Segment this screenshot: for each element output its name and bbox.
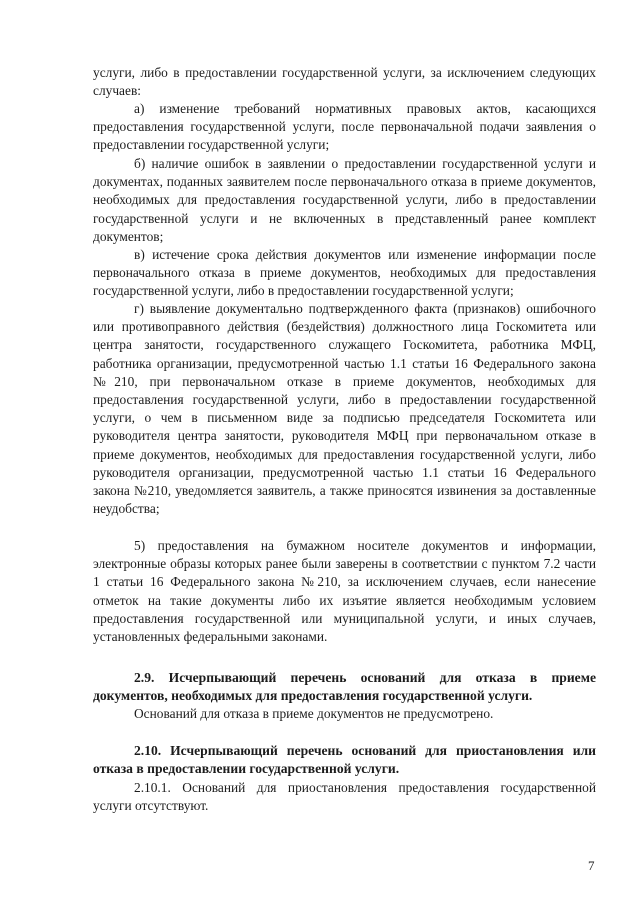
paragraph-item-b: б) наличие ошибок в заявлении о предоставлении государственной услуги и документах, поданных заявителем после первоначального отказа в приеме документов, необходимых для предоставления государственной услуги, либо в предоставлении государственной услуги и не включенных в представленный ранее комплект документов;	[93, 156, 596, 244]
section-heading-2-9: 2.9. Исчерпывающий перечень оснований для отказа в приеме документов, необходимых для предоставления государственной услуги.	[93, 670, 596, 704]
page-number: 7	[588, 858, 595, 873]
section-heading-2-10: 2.10. Исчерпывающий перечень оснований для приостановления или отказа в предоставлении государственной услуги.	[93, 743, 596, 777]
section-text-2-10-1: 2.10.1. Оснований для приостановления предоставления государственной услуги отсутствуют.	[93, 780, 596, 814]
paragraph-item-g: г) выявление документально подтвержденного факта (признаков) ошибочного или противоправного действия (бездействия) должностного лица Госкомитета или центра занятости, государственного служащего Госкомитета, работника МФЦ, работника организации, предусмотренной частью 1.1 статьи 16 Федерального закона №210, при первоначальном отказе в приеме документов, необходимых для предоставления государственной услуги, либо в предоставлении государственной услуги, о чем в письменном виде за подписью председателя Госкомитета или руководителя центра занятости, руководителя МФЦ при первоначальном отказе в приеме документов, необходимых для предоставления государственной услуги, либо руководителя организации, предусмотренной частью 1.1 статьи 16 Федерального закона №210, уведомляется заявитель, а также приносятся извинения за доставленные неудобства;	[93, 301, 596, 517]
section-text-2-9: Оснований для отказа в приеме документов не предусмотрено.	[134, 706, 494, 721]
paragraph-item-5: 5) предоставления на бумажном носителе документов и информации, электронные образы которых ранее были заверены в соответствии с пунктом 7.2 части 1 статьи 16 Федерального закона №210, за исключением случаев, если нанесение отметок на такие документы либо их изъятие является необходимым условием предоставления государственной или муниципальной услуги, и иных случаев, установленных федеральными законами.	[93, 538, 596, 645]
paragraph-item-v: в) истечение срока действия документов или изменение информации после первоначального отказа в приеме документов, необходимых для предоставления государственной услуги, либо в предоставлении государственной услуги;	[93, 247, 596, 299]
paragraph-continuation: услуги, либо в предоставлении государственной услуги, за исключением следующих случаев:	[93, 65, 596, 99]
paragraph-item-a: а) изменение требований нормативных правовых актов, касающихся предоставления государственной услуги, после первоначальной подачи заявления о предоставлении государственной услуги;	[93, 101, 596, 153]
